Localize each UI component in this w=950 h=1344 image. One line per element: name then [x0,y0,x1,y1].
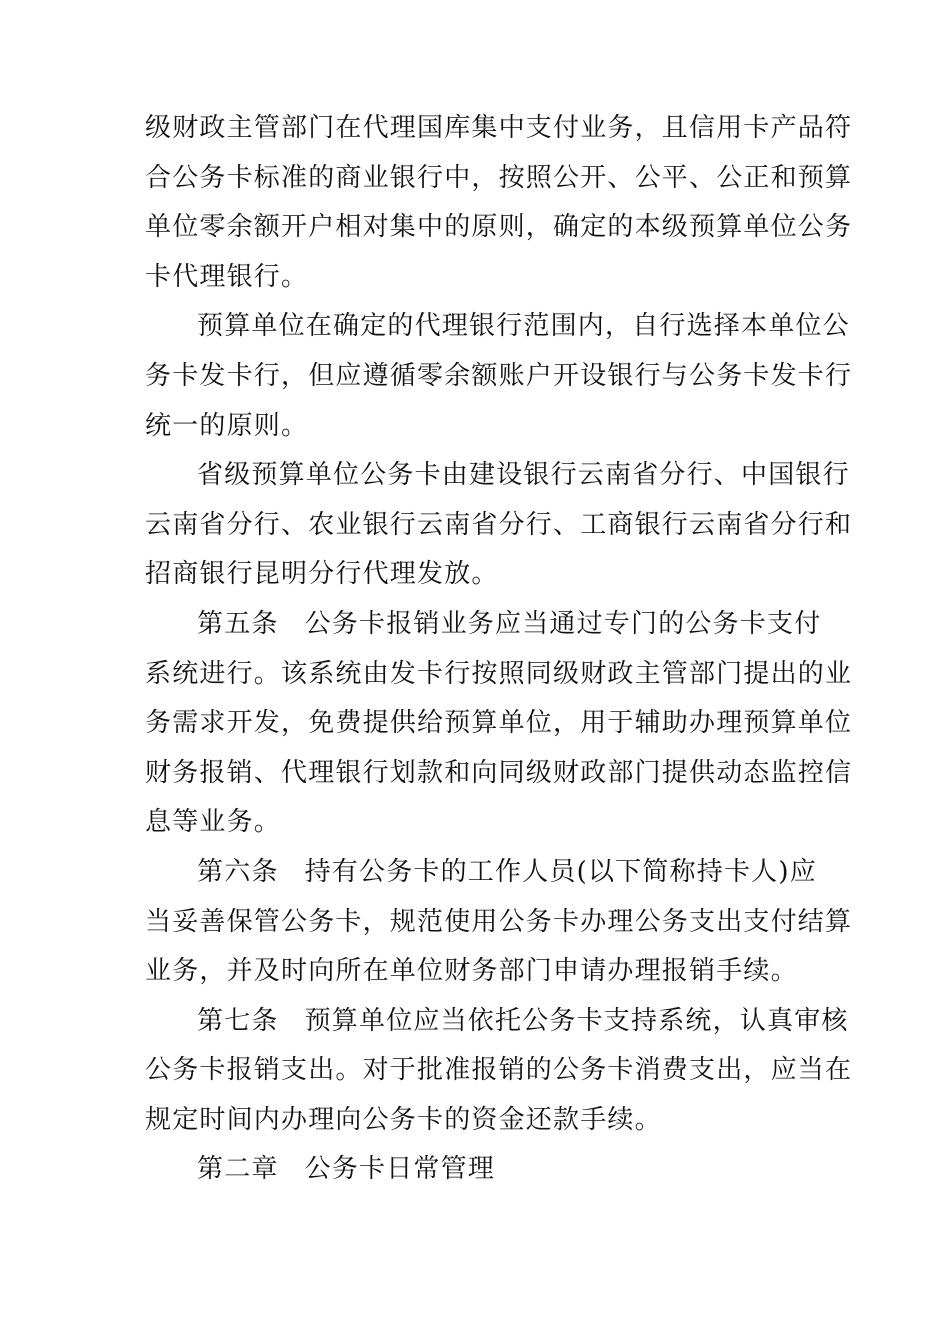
text-line: 务需求开发，免费提供给预算单位，用于辅助办理预算单位 [145,708,853,739]
text-line: 统一的原则。 [145,410,309,441]
article-six-first-line [145,848,817,898]
text-line: 业务，并及时向所在单位财务部门申请办理报销手续。 [145,956,798,987]
text-line: 系统进行。该系统由发卡行按照同级财政主管部门提出的业 [145,658,853,689]
article-number: 第七条 [197,1005,279,1036]
text-line: 公务卡报销支出。对于批准报销的公务卡消费支出，应当在 [145,1055,853,1086]
chapter-number: 第二章 [197,1154,279,1185]
text-line: 当妥善保管公务卡，规范使用公务卡办理公务支出支付结算 [145,906,853,937]
text-line: 级财政主管部门在代理国库集中支付业务，且信用卡产品符 [145,113,853,143]
article-text: 公务卡报销业务应当通过专门的公务卡支付 [304,608,822,639]
text-line: 招商银行昆明分行代理发放。 [145,559,499,590]
paragraph-first-line: 预算单位在确定的代理银行范围内，自行选择本单位公 [197,311,850,342]
chapter-heading [145,1145,807,1195]
paragraph-first-line: 省级预算单位公务卡由建设银行云南省分行、中国银行 [197,460,850,491]
text-line: 合公务卡标准的商业银行中，按照公开、公平、公正和预算 [145,162,853,193]
article-text: 持有公务卡的工作人员(以下简称持卡人)应 [304,856,817,887]
article-five-first-line [145,600,822,650]
article-text: 预算单位应当依托公务卡支持系统，认真审核 [304,1005,849,1036]
text-line: 规定时间内办理向公务卡的资金还款手续。 [145,1104,662,1135]
article-number: 第六条 [197,856,279,887]
article-seven-first-line [145,997,849,1047]
text-line: 息等业务。 [145,807,282,838]
text-line: 云南省分行、农业银行云南省分行、工商银行云南省分行和 [145,509,853,540]
article-number: 第五条 [197,608,279,639]
document-body [145,104,853,1195]
text-line: 财务报销、代理银行划款和向同级财政部门提供动态监控信 [145,757,853,788]
text-line: 务卡发卡行，但应遵循零余额账户开设银行与公务卡发卡行 [145,360,853,391]
text-line: 单位零余额开户相对集中的原则，确定的本级预算单位公务 [145,212,853,243]
chapter-title: 公务卡日常管理 [304,1154,496,1185]
text-line: 卡代理银行。 [145,261,309,292]
